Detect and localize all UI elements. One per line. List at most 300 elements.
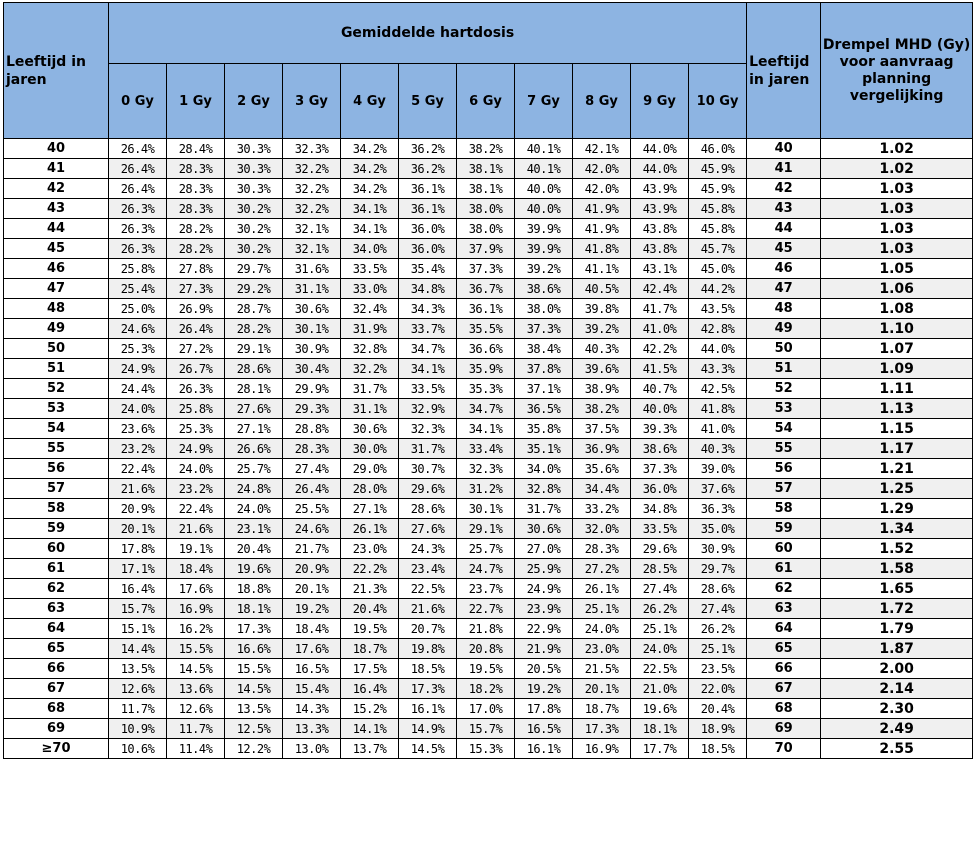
risk-value-cell: 42.5% <box>689 379 747 399</box>
risk-value-cell: 17.7% <box>631 739 689 759</box>
age-cell-right: 59 <box>747 519 821 539</box>
risk-value-cell: 25.9% <box>515 559 573 579</box>
risk-value-cell: 15.7% <box>109 599 167 619</box>
threshold-cell: 1.34 <box>821 519 973 539</box>
table-row <box>4 359 973 379</box>
risk-value-cell: 24.0% <box>109 399 167 419</box>
risk-value-cell: 43.8% <box>631 239 689 259</box>
risk-value-cell: 32.2% <box>283 179 341 199</box>
risk-value-cell: 27.1% <box>225 419 283 439</box>
risk-value-cell: 31.2% <box>457 479 515 499</box>
risk-value-cell: 27.4% <box>689 599 747 619</box>
risk-value-cell: 31.6% <box>283 259 341 279</box>
risk-value-cell: 25.5% <box>283 499 341 519</box>
age-cell: 68 <box>4 699 109 719</box>
risk-value-cell: 30.1% <box>283 319 341 339</box>
risk-value-cell: 39.9% <box>515 239 573 259</box>
risk-value-cell: 41.7% <box>631 299 689 319</box>
risk-value-cell: 34.3% <box>399 299 457 319</box>
age-cell-right: 40 <box>747 139 821 159</box>
risk-value-cell: 43.5% <box>689 299 747 319</box>
risk-value-cell: 17.3% <box>573 719 631 739</box>
risk-value-cell: 34.2% <box>341 179 399 199</box>
risk-value-cell: 27.4% <box>283 459 341 479</box>
age-cell: 49 <box>4 319 109 339</box>
risk-value-cell: 17.3% <box>399 679 457 699</box>
age-cell-right: 58 <box>747 499 821 519</box>
risk-value-cell: 43.3% <box>689 359 747 379</box>
risk-value-cell: 26.4% <box>109 159 167 179</box>
dose-header-cell: 3 Gy <box>283 64 341 139</box>
risk-value-cell: 16.9% <box>167 599 225 619</box>
risk-value-cell: 34.4% <box>573 479 631 499</box>
risk-value-cell: 17.3% <box>225 619 283 639</box>
risk-value-cell: 15.4% <box>283 679 341 699</box>
table-row <box>4 519 973 539</box>
risk-value-cell: 20.5% <box>515 659 573 679</box>
risk-value-cell: 29.6% <box>399 479 457 499</box>
risk-value-cell: 39.2% <box>515 259 573 279</box>
risk-value-cell: 18.4% <box>167 559 225 579</box>
risk-value-cell: 36.2% <box>399 139 457 159</box>
threshold-cell: 1.79 <box>821 619 973 639</box>
table-row <box>4 739 973 759</box>
risk-value-cell: 24.9% <box>109 359 167 379</box>
table-row <box>4 339 973 359</box>
risk-value-cell: 12.5% <box>225 719 283 739</box>
risk-value-cell: 15.7% <box>457 719 515 739</box>
risk-value-cell: 45.0% <box>689 259 747 279</box>
risk-value-cell: 41.5% <box>631 359 689 379</box>
age-cell-right: 61 <box>747 559 821 579</box>
risk-value-cell: 34.0% <box>341 239 399 259</box>
risk-value-cell: 25.7% <box>457 539 515 559</box>
age-cell: 69 <box>4 719 109 739</box>
risk-value-cell: 39.9% <box>515 219 573 239</box>
risk-value-cell: 17.6% <box>167 579 225 599</box>
threshold-cell: 2.14 <box>821 679 973 699</box>
risk-value-cell: 38.6% <box>631 439 689 459</box>
table-row <box>4 599 973 619</box>
table-body <box>4 139 973 759</box>
table-row <box>4 179 973 199</box>
dose-header-cell: 0 Gy <box>109 64 167 139</box>
risk-value-cell: 20.4% <box>225 539 283 559</box>
dose-header-cell: 7 Gy <box>515 64 573 139</box>
risk-value-cell: 18.4% <box>283 619 341 639</box>
risk-value-cell: 19.6% <box>225 559 283 579</box>
risk-value-cell: 31.7% <box>341 379 399 399</box>
threshold-cell: 1.72 <box>821 599 973 619</box>
risk-value-cell: 22.5% <box>631 659 689 679</box>
risk-value-cell: 23.0% <box>573 639 631 659</box>
table-row <box>4 319 973 339</box>
risk-value-cell: 45.7% <box>689 239 747 259</box>
risk-value-cell: 41.8% <box>689 399 747 419</box>
age-cell-right: 65 <box>747 639 821 659</box>
risk-value-cell: 15.3% <box>457 739 515 759</box>
risk-value-cell: 40.5% <box>573 279 631 299</box>
threshold-cell: 1.03 <box>821 199 973 219</box>
risk-value-cell: 28.3% <box>167 199 225 219</box>
risk-value-cell: 16.9% <box>573 739 631 759</box>
risk-value-cell: 32.0% <box>573 519 631 539</box>
threshold-cell: 2.30 <box>821 699 973 719</box>
age-cell-right: 46 <box>747 259 821 279</box>
risk-value-cell: 40.0% <box>631 399 689 419</box>
risk-value-cell: 26.4% <box>167 319 225 339</box>
risk-value-cell: 36.6% <box>457 339 515 359</box>
risk-value-cell: 21.6% <box>167 519 225 539</box>
risk-value-cell: 20.9% <box>283 559 341 579</box>
risk-value-cell: 23.5% <box>689 659 747 679</box>
age-cell: 46 <box>4 259 109 279</box>
age-cell-right: 44 <box>747 219 821 239</box>
risk-value-cell: 23.2% <box>109 439 167 459</box>
age-cell: 40 <box>4 139 109 159</box>
risk-value-cell: 19.8% <box>399 639 457 659</box>
risk-value-cell: 39.0% <box>689 459 747 479</box>
risk-value-cell: 35.3% <box>457 379 515 399</box>
risk-value-cell: 37.3% <box>631 459 689 479</box>
risk-value-cell: 45.9% <box>689 179 747 199</box>
risk-value-cell: 25.8% <box>109 259 167 279</box>
age-cell-right: 52 <box>747 379 821 399</box>
risk-value-cell: 34.1% <box>457 419 515 439</box>
age-cell: 59 <box>4 519 109 539</box>
age-cell: 47 <box>4 279 109 299</box>
risk-value-cell: 25.1% <box>689 639 747 659</box>
risk-value-cell: 39.8% <box>573 299 631 319</box>
risk-value-cell: 40.3% <box>689 439 747 459</box>
risk-value-cell: 35.0% <box>689 519 747 539</box>
risk-value-cell: 26.1% <box>573 579 631 599</box>
risk-value-cell: 20.1% <box>109 519 167 539</box>
threshold-cell: 1.03 <box>821 239 973 259</box>
age-cell: ≥70 <box>4 739 109 759</box>
table-row <box>4 219 973 239</box>
table-row <box>4 559 973 579</box>
table-container <box>3 2 973 759</box>
risk-value-cell: 25.8% <box>167 399 225 419</box>
risk-value-cell: 38.6% <box>515 279 573 299</box>
risk-value-cell: 13.5% <box>109 659 167 679</box>
age-cell: 57 <box>4 479 109 499</box>
age-cell: 66 <box>4 659 109 679</box>
risk-value-cell: 14.5% <box>167 659 225 679</box>
age-cell: 52 <box>4 379 109 399</box>
risk-value-cell: 26.2% <box>631 599 689 619</box>
risk-value-cell: 25.3% <box>167 419 225 439</box>
risk-value-cell: 32.1% <box>283 239 341 259</box>
age-cell: 62 <box>4 579 109 599</box>
risk-value-cell: 42.1% <box>573 139 631 159</box>
risk-value-cell: 40.7% <box>631 379 689 399</box>
threshold-cell: 1.05 <box>821 259 973 279</box>
risk-value-cell: 36.0% <box>399 219 457 239</box>
risk-value-cell: 41.1% <box>573 259 631 279</box>
risk-value-cell: 32.3% <box>283 139 341 159</box>
risk-value-cell: 15.1% <box>109 619 167 639</box>
risk-value-cell: 37.9% <box>457 239 515 259</box>
risk-value-cell: 34.1% <box>341 199 399 219</box>
table-row <box>4 699 973 719</box>
risk-value-cell: 10.9% <box>109 719 167 739</box>
risk-value-cell: 15.5% <box>225 659 283 679</box>
risk-value-cell: 19.6% <box>631 699 689 719</box>
risk-value-cell: 38.9% <box>573 379 631 399</box>
risk-value-cell: 26.3% <box>109 239 167 259</box>
risk-value-cell: 30.6% <box>283 299 341 319</box>
age-cell-right: 66 <box>747 659 821 679</box>
risk-value-cell: 30.0% <box>341 439 399 459</box>
age-column-header-right: Leeftijd in jaren <box>747 3 821 139</box>
risk-value-cell: 28.3% <box>167 179 225 199</box>
age-cell-right: 53 <box>747 399 821 419</box>
threshold-cell: 1.08 <box>821 299 973 319</box>
age-cell: 61 <box>4 559 109 579</box>
risk-table <box>3 2 973 759</box>
risk-value-cell: 28.2% <box>225 319 283 339</box>
risk-value-cell: 27.3% <box>167 279 225 299</box>
risk-value-cell: 24.9% <box>167 439 225 459</box>
risk-value-cell: 16.1% <box>399 699 457 719</box>
age-cell-right: 60 <box>747 539 821 559</box>
table-row <box>4 659 973 679</box>
threshold-cell: 1.52 <box>821 539 973 559</box>
threshold-cell: 1.13 <box>821 399 973 419</box>
risk-value-cell: 33.2% <box>573 499 631 519</box>
risk-value-cell: 33.5% <box>631 519 689 539</box>
risk-value-cell: 17.1% <box>109 559 167 579</box>
risk-value-cell: 27.8% <box>167 259 225 279</box>
risk-value-cell: 22.9% <box>515 619 573 639</box>
risk-value-cell: 22.4% <box>167 499 225 519</box>
risk-value-cell: 20.4% <box>341 599 399 619</box>
risk-value-cell: 34.8% <box>399 279 457 299</box>
risk-value-cell: 41.0% <box>689 419 747 439</box>
risk-value-cell: 30.4% <box>283 359 341 379</box>
age-cell: 54 <box>4 419 109 439</box>
risk-value-cell: 35.4% <box>399 259 457 279</box>
risk-value-cell: 33.5% <box>399 379 457 399</box>
dose-header-cell: 4 Gy <box>341 64 399 139</box>
table-row <box>4 279 973 299</box>
risk-value-cell: 45.8% <box>689 219 747 239</box>
risk-value-cell: 44.2% <box>689 279 747 299</box>
risk-value-cell: 26.3% <box>167 379 225 399</box>
risk-value-cell: 26.7% <box>167 359 225 379</box>
risk-value-cell: 31.9% <box>341 319 399 339</box>
dose-header-cell: 10 Gy <box>689 64 747 139</box>
risk-value-cell: 38.0% <box>457 219 515 239</box>
risk-value-cell: 42.4% <box>631 279 689 299</box>
dose-header-cell: 8 Gy <box>573 64 631 139</box>
age-cell: 67 <box>4 679 109 699</box>
risk-value-cell: 36.1% <box>399 199 457 219</box>
dose-header-cell: 5 Gy <box>399 64 457 139</box>
threshold-cell: 1.09 <box>821 359 973 379</box>
risk-value-cell: 13.0% <box>283 739 341 759</box>
risk-value-cell: 34.2% <box>341 139 399 159</box>
risk-value-cell: 16.4% <box>341 679 399 699</box>
risk-value-cell: 18.1% <box>631 719 689 739</box>
risk-value-cell: 24.6% <box>283 519 341 539</box>
threshold-cell: 1.07 <box>821 339 973 359</box>
risk-value-cell: 28.1% <box>225 379 283 399</box>
age-cell-right: 63 <box>747 599 821 619</box>
age-cell: 60 <box>4 539 109 559</box>
risk-value-cell: 25.1% <box>631 619 689 639</box>
risk-value-cell: 24.0% <box>167 459 225 479</box>
risk-value-cell: 36.9% <box>573 439 631 459</box>
risk-value-cell: 22.5% <box>399 579 457 599</box>
age-cell-right: 47 <box>747 279 821 299</box>
risk-value-cell: 29.7% <box>689 559 747 579</box>
risk-value-cell: 24.4% <box>109 379 167 399</box>
table-row <box>4 499 973 519</box>
risk-value-cell: 41.0% <box>631 319 689 339</box>
threshold-cell: 1.02 <box>821 139 973 159</box>
table-row <box>4 299 973 319</box>
risk-value-cell: 22.2% <box>341 559 399 579</box>
risk-value-cell: 19.5% <box>341 619 399 639</box>
risk-value-cell: 18.2% <box>457 679 515 699</box>
risk-value-cell: 28.3% <box>573 539 631 559</box>
risk-value-cell: 35.5% <box>457 319 515 339</box>
risk-value-cell: 45.9% <box>689 159 747 179</box>
risk-value-cell: 21.9% <box>515 639 573 659</box>
risk-value-cell: 36.5% <box>515 399 573 419</box>
risk-value-cell: 24.0% <box>573 619 631 639</box>
risk-value-cell: 21.0% <box>631 679 689 699</box>
age-cell: 64 <box>4 619 109 639</box>
table-row <box>4 539 973 559</box>
risk-value-cell: 26.2% <box>689 619 747 639</box>
risk-value-cell: 20.4% <box>689 699 747 719</box>
age-cell-right: 67 <box>747 679 821 699</box>
risk-value-cell: 38.2% <box>457 139 515 159</box>
age-cell-right: 70 <box>747 739 821 759</box>
risk-value-cell: 31.7% <box>515 499 573 519</box>
risk-value-cell: 27.6% <box>399 519 457 539</box>
age-cell: 56 <box>4 459 109 479</box>
risk-value-cell: 38.2% <box>573 399 631 419</box>
risk-value-cell: 26.4% <box>283 479 341 499</box>
age-cell: 44 <box>4 219 109 239</box>
dose-header-cell: 2 Gy <box>225 64 283 139</box>
risk-value-cell: 41.9% <box>573 219 631 239</box>
risk-value-cell: 38.1% <box>457 159 515 179</box>
risk-value-cell: 14.3% <box>283 699 341 719</box>
risk-value-cell: 16.2% <box>167 619 225 639</box>
risk-value-cell: 30.2% <box>225 219 283 239</box>
risk-value-cell: 17.8% <box>109 539 167 559</box>
risk-value-cell: 25.7% <box>225 459 283 479</box>
risk-value-cell: 25.0% <box>109 299 167 319</box>
risk-value-cell: 26.9% <box>167 299 225 319</box>
risk-value-cell: 13.7% <box>341 739 399 759</box>
risk-value-cell: 12.6% <box>109 679 167 699</box>
risk-value-cell: 30.6% <box>515 519 573 539</box>
risk-value-cell: 20.1% <box>573 679 631 699</box>
risk-value-cell: 46.0% <box>689 139 747 159</box>
risk-value-cell: 19.1% <box>167 539 225 559</box>
age-cell-right: 69 <box>747 719 821 739</box>
risk-value-cell: 31.1% <box>283 279 341 299</box>
risk-value-cell: 36.3% <box>689 499 747 519</box>
mean-heart-dose-header: Gemiddelde hartdosis <box>109 3 747 64</box>
threshold-cell: 2.55 <box>821 739 973 759</box>
risk-value-cell: 36.0% <box>631 479 689 499</box>
age-cell: 48 <box>4 299 109 319</box>
threshold-cell: 1.29 <box>821 499 973 519</box>
risk-value-cell: 23.7% <box>457 579 515 599</box>
risk-value-cell: 14.5% <box>399 739 457 759</box>
risk-value-cell: 12.2% <box>225 739 283 759</box>
risk-value-cell: 30.3% <box>225 159 283 179</box>
threshold-cell: 1.21 <box>821 459 973 479</box>
table-row <box>4 619 973 639</box>
risk-value-cell: 36.1% <box>399 179 457 199</box>
risk-value-cell: 11.7% <box>167 719 225 739</box>
risk-value-cell: 21.7% <box>283 539 341 559</box>
risk-value-cell: 32.9% <box>399 399 457 419</box>
risk-value-cell: 28.3% <box>167 159 225 179</box>
risk-value-cell: 44.0% <box>689 339 747 359</box>
risk-value-cell: 36.2% <box>399 159 457 179</box>
risk-value-cell: 38.0% <box>457 199 515 219</box>
threshold-cell: 1.03 <box>821 179 973 199</box>
risk-value-cell: 34.0% <box>515 459 573 479</box>
table-row <box>4 259 973 279</box>
risk-value-cell: 21.6% <box>399 599 457 619</box>
risk-value-cell: 37.3% <box>515 319 573 339</box>
risk-value-cell: 14.1% <box>341 719 399 739</box>
risk-value-cell: 30.7% <box>399 459 457 479</box>
age-cell: 51 <box>4 359 109 379</box>
risk-value-cell: 20.8% <box>457 639 515 659</box>
risk-value-cell: 29.7% <box>225 259 283 279</box>
threshold-cell: 1.06 <box>821 279 973 299</box>
risk-value-cell: 19.2% <box>515 679 573 699</box>
risk-value-cell: 42.0% <box>573 159 631 179</box>
risk-value-cell: 28.6% <box>225 359 283 379</box>
table-row <box>4 439 973 459</box>
age-cell-right: 50 <box>747 339 821 359</box>
risk-value-cell: 14.5% <box>225 679 283 699</box>
risk-value-cell: 32.3% <box>457 459 515 479</box>
risk-value-cell: 32.3% <box>399 419 457 439</box>
risk-value-cell: 30.9% <box>283 339 341 359</box>
risk-value-cell: 36.7% <box>457 279 515 299</box>
risk-value-cell: 17.0% <box>457 699 515 719</box>
risk-value-cell: 37.5% <box>573 419 631 439</box>
risk-value-cell: 25.4% <box>109 279 167 299</box>
risk-value-cell: 23.1% <box>225 519 283 539</box>
age-cell-right: 45 <box>747 239 821 259</box>
risk-value-cell: 26.3% <box>109 199 167 219</box>
risk-value-cell: 29.3% <box>283 399 341 419</box>
risk-value-cell: 28.2% <box>167 239 225 259</box>
table-row <box>4 419 973 439</box>
age-cell: 50 <box>4 339 109 359</box>
table-row <box>4 679 973 699</box>
risk-value-cell: 41.8% <box>573 239 631 259</box>
risk-value-cell: 29.6% <box>631 539 689 559</box>
risk-value-cell: 29.9% <box>283 379 341 399</box>
risk-value-cell: 26.4% <box>109 139 167 159</box>
